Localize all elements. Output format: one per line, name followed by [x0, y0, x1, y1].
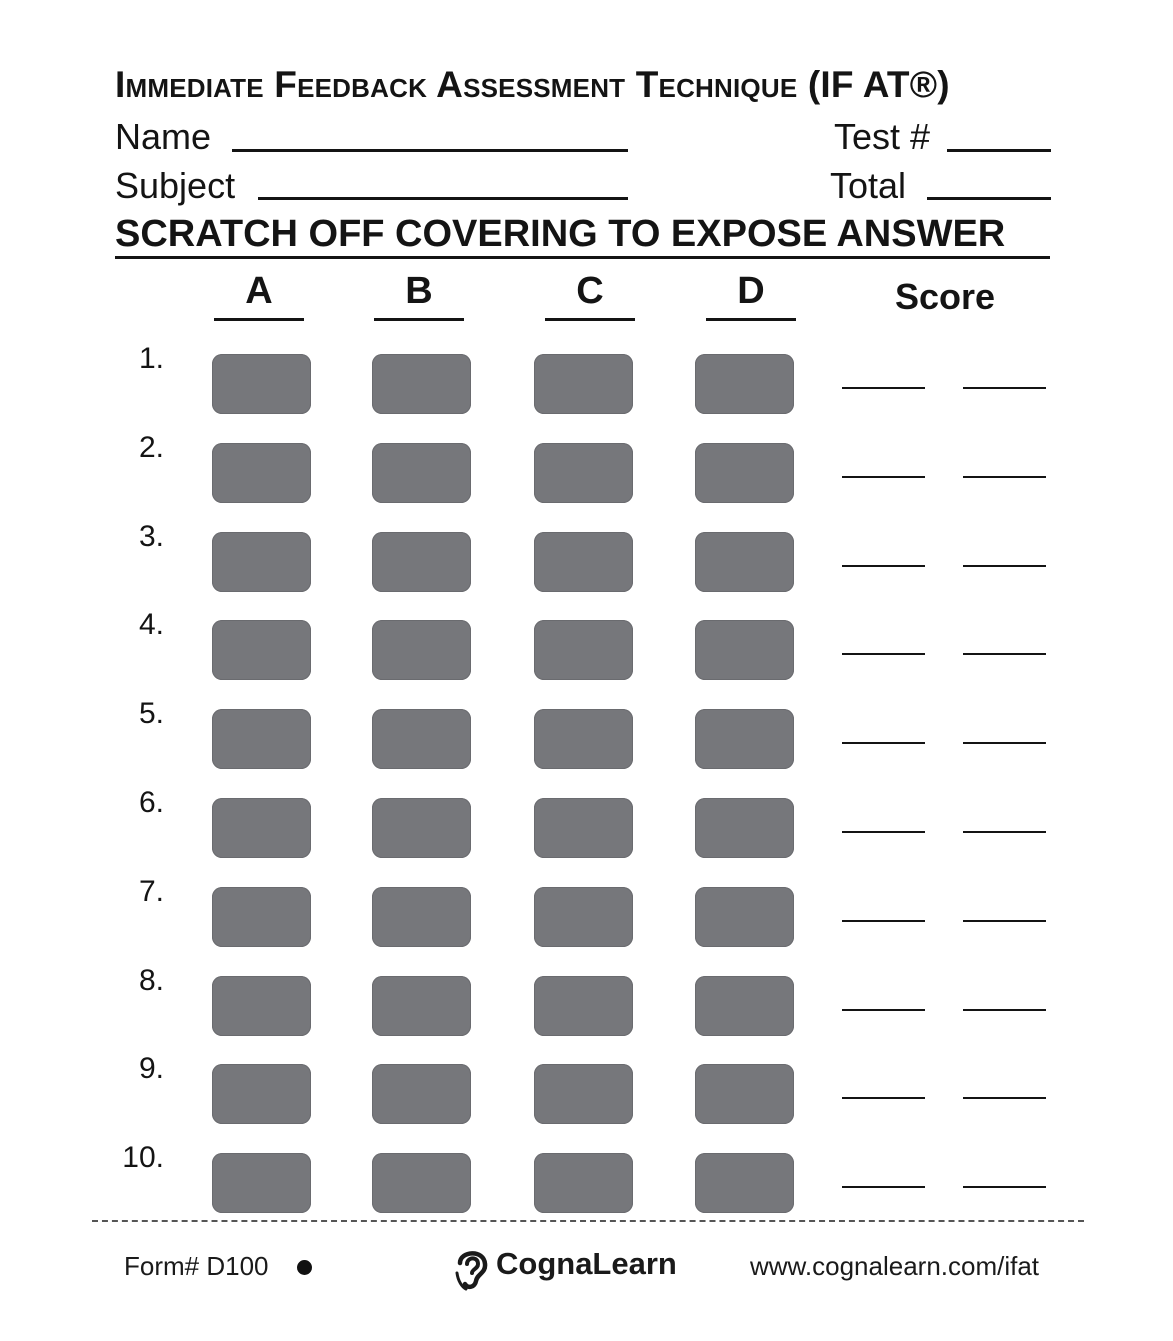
score-blank-6-2[interactable] [963, 831, 1046, 833]
score-blank-9-2[interactable] [963, 1097, 1046, 1099]
scratch-box-1-d[interactable] [695, 354, 794, 414]
scratch-box-7-c[interactable] [534, 887, 633, 947]
score-blank-5-2[interactable] [963, 742, 1046, 744]
question-number: 4. [138, 608, 164, 641]
scratch-box-10-a[interactable] [212, 1153, 311, 1213]
tear-line [92, 1220, 1084, 1222]
scratch-box-1-a[interactable] [212, 354, 311, 414]
score-blank-7-1[interactable] [842, 920, 925, 922]
scratch-box-8-d[interactable] [695, 976, 794, 1036]
question-number: 7. [138, 875, 164, 908]
scratch-box-5-b[interactable] [372, 709, 471, 769]
question-number: 1. [138, 342, 164, 375]
scratch-box-4-b[interactable] [372, 620, 471, 680]
scratch-box-8-c[interactable] [534, 976, 633, 1036]
scratch-box-5-c[interactable] [534, 709, 633, 769]
website-url[interactable]: www.cognalearn.com/ifat [750, 1251, 1040, 1281]
question-number: 5. [138, 697, 164, 730]
scratch-box-7-a[interactable] [212, 887, 311, 947]
column-header-b: B [405, 270, 433, 312]
scratch-box-4-d[interactable] [695, 620, 794, 680]
scratch-box-1-b[interactable] [372, 354, 471, 414]
brand-name: CognaLearn [496, 1246, 677, 1281]
total-label: Total [830, 165, 907, 206]
score-blank-4-2[interactable] [963, 653, 1046, 655]
scratch-box-2-a[interactable] [212, 443, 311, 503]
score-blank-1-1[interactable] [842, 387, 925, 389]
scratch-box-9-d[interactable] [695, 1064, 794, 1124]
score-blank-8-2[interactable] [963, 1009, 1046, 1011]
column-rule-b [374, 318, 464, 321]
question-number: 6. [138, 786, 164, 819]
column-header-d: D [737, 270, 765, 312]
total-field[interactable] [927, 197, 1051, 200]
scratch-box-10-c[interactable] [534, 1153, 633, 1213]
scratch-box-5-a[interactable] [212, 709, 311, 769]
scratch-box-6-c[interactable] [534, 798, 633, 858]
scratch-box-6-a[interactable] [212, 798, 311, 858]
column-rule-c [545, 318, 635, 321]
score-blank-5-1[interactable] [842, 742, 925, 744]
score-blank-1-2[interactable] [963, 387, 1046, 389]
score-blank-7-2[interactable] [963, 920, 1046, 922]
scratch-box-1-c[interactable] [534, 354, 633, 414]
test-number-field[interactable] [947, 149, 1051, 152]
score-header: Score [895, 276, 996, 317]
score-blank-8-1[interactable] [842, 1009, 925, 1011]
score-blank-10-1[interactable] [842, 1186, 925, 1188]
name-field[interactable] [232, 149, 628, 152]
scratch-box-8-b[interactable] [372, 976, 471, 1036]
column-rule-a [214, 318, 304, 321]
scratch-box-3-a[interactable] [212, 532, 311, 592]
score-blank-4-1[interactable] [842, 653, 925, 655]
question-number: 8. [138, 964, 164, 997]
score-blank-2-2[interactable] [963, 476, 1046, 478]
scratch-box-6-d[interactable] [695, 798, 794, 858]
instruction-heading: SCRATCH OFF COVERING TO EXPOSE ANSWER [115, 213, 1006, 255]
scratch-box-7-d[interactable] [695, 887, 794, 947]
form-title: Immediate Feedback Assessment Technique (IF AT®) [115, 64, 950, 105]
scratch-box-7-b[interactable] [372, 887, 471, 947]
scratch-box-2-b[interactable] [372, 443, 471, 503]
scratch-box-10-d[interactable] [695, 1153, 794, 1213]
scratch-box-10-b[interactable] [372, 1153, 471, 1213]
test-number-label: Test # [834, 116, 931, 157]
subject-label: Subject [115, 165, 236, 206]
scratch-box-2-d[interactable] [695, 443, 794, 503]
subject-field[interactable] [258, 197, 628, 200]
score-blank-6-1[interactable] [842, 831, 925, 833]
column-rule-d [706, 318, 796, 321]
score-blank-9-1[interactable] [842, 1097, 925, 1099]
scratch-box-9-c[interactable] [534, 1064, 633, 1124]
bullet-dot [297, 1260, 312, 1275]
scratch-box-8-a[interactable] [212, 976, 311, 1036]
question-number: 9. [138, 1052, 164, 1085]
scratch-box-9-b[interactable] [372, 1064, 471, 1124]
score-blank-3-1[interactable] [842, 565, 925, 567]
scratch-box-3-d[interactable] [695, 532, 794, 592]
score-blank-10-2[interactable] [963, 1186, 1046, 1188]
question-number: 3. [138, 520, 164, 553]
scratch-box-3-c[interactable] [534, 532, 633, 592]
scratch-box-4-a[interactable] [212, 620, 311, 680]
column-header-a: A [245, 270, 273, 312]
form-number: Form# D100 [124, 1251, 269, 1281]
scratch-box-5-d[interactable] [695, 709, 794, 769]
score-blank-2-1[interactable] [842, 476, 925, 478]
question-number: 2. [138, 431, 164, 464]
scratch-box-2-c[interactable] [534, 443, 633, 503]
scratch-box-9-a[interactable] [212, 1064, 311, 1124]
ear-icon [452, 1243, 492, 1293]
question-number: 10. [122, 1141, 164, 1174]
column-header-c: C [576, 270, 604, 312]
scratch-box-3-b[interactable] [372, 532, 471, 592]
scratch-box-6-b[interactable] [372, 798, 471, 858]
instruction-underline [115, 256, 1050, 259]
name-label: Name [115, 116, 212, 157]
scratch-box-4-c[interactable] [534, 620, 633, 680]
score-blank-3-2[interactable] [963, 565, 1046, 567]
